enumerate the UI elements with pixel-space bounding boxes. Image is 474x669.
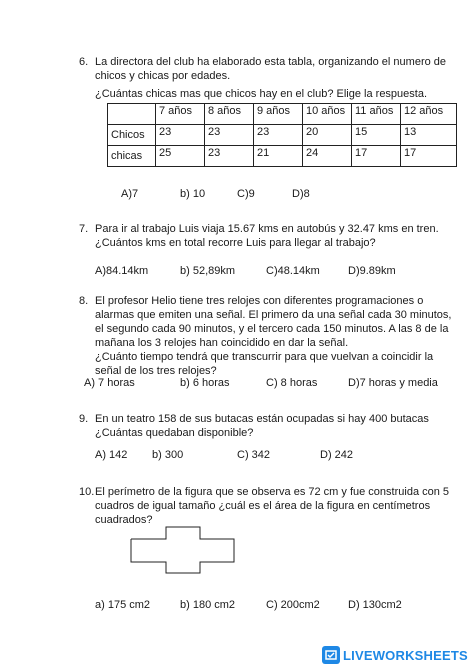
q6-text-line1: La directora del club ha elaborado esta tabla, organizando el numero de — [95, 56, 447, 68]
table-header-cell: 7 años — [156, 104, 205, 125]
q8-text-line: El profesor Helio tiene tres relojes con diferentes programaciones o — [95, 295, 424, 307]
q7-option-c[interactable]: C)48.14km — [266, 265, 320, 277]
q6-number: 6. — [79, 56, 89, 68]
q6-option-a[interactable]: A)7 — [121, 188, 139, 200]
table-cell: 23 — [254, 125, 303, 146]
table-header-cell: 11 años — [352, 104, 401, 125]
q7-option-b[interactable]: b) 52,89km — [180, 265, 236, 277]
q6-option-b[interactable]: b) 10 — [180, 188, 206, 200]
q8-option-a[interactable]: A) 7 horas — [84, 377, 135, 389]
q10-text-line: cuadros de igual tamaño ¿cuál es el área de la figura en centímetros — [95, 500, 431, 512]
table-cell: 25 — [156, 146, 205, 167]
table-header-row — [108, 104, 457, 125]
q9-number: 9. — [79, 413, 89, 425]
q9-option-a[interactable]: A) 142 — [95, 449, 128, 461]
q6-text-line2: chicos y chicas por edades. — [95, 70, 231, 82]
q6-question: ¿Cuántas chicas mas que chicos hay en el club? Elige la respuesta. — [95, 88, 428, 100]
q9-text-line1: En un teatro 158 de sus butacas están ocupadas si hay 400 butacas — [95, 413, 429, 425]
table-row-label: Chicos — [108, 125, 156, 146]
table-corner-cell — [108, 104, 156, 125]
table-cell: 21 — [254, 146, 303, 167]
table-row — [108, 125, 457, 146]
q8-option-b[interactable]: b) 6 horas — [180, 377, 230, 389]
ages-table — [107, 103, 457, 167]
q9-option-c[interactable]: C) 342 — [237, 449, 271, 461]
table-row — [108, 146, 457, 167]
q7-option-a[interactable]: A)84.14km — [95, 265, 149, 277]
q8-text-line: alarmas que emiten una señal. El primero da una señal cada 30 minutos, — [95, 309, 452, 321]
table-cell: 15 — [352, 125, 401, 146]
q9-option-b[interactable]: b) 300 — [152, 449, 184, 461]
table-cell: 17 — [352, 146, 401, 167]
q9-text-line2: ¿Cuántas quedaban disponible? — [95, 427, 254, 439]
liveworksheets-footer — [322, 645, 468, 665]
table-cell: 13 — [401, 125, 457, 146]
table-cell: 17 — [401, 146, 457, 167]
table-cell: 23 — [156, 125, 205, 146]
q8-text-line: ¿Cuánto tiempo tendrá que transcurrir para que vuelvan a coincidir la — [95, 351, 434, 363]
q10-text-line: El perímetro de la figura que se observa es 72 cm y fue construida con 5 — [95, 486, 450, 498]
q9-option-d[interactable]: D) 242 — [320, 449, 354, 461]
table-cell: 20 — [303, 125, 352, 146]
q8-option-d[interactable]: D)7 horas y media — [348, 377, 438, 389]
q8-text-line: el segundo cada 90 minutos, y el tercero cada 150 minutos. A las 8 de la — [95, 323, 449, 335]
table-header-cell: 12 años — [401, 104, 457, 125]
q8-text-line: señal de los tres relojes? — [95, 365, 217, 377]
liveworksheets-logo-icon — [322, 646, 340, 664]
q6-option-c[interactable]: C)9 — [237, 188, 255, 200]
q10-number: 10. — [79, 486, 95, 498]
q7-option-d[interactable]: D)9.89km — [348, 265, 396, 277]
q7-text-line2: ¿Cuántos kms en total recorre Luis para llegar al trabajo? — [95, 237, 376, 249]
table-cell: 23 — [205, 146, 254, 167]
table-header-cell: 8 años — [205, 104, 254, 125]
table-header-cell: 10 años — [303, 104, 352, 125]
table-cell: 24 — [303, 146, 352, 167]
cross-shape-figure — [128, 525, 238, 575]
table-header-cell: 9 años — [254, 104, 303, 125]
liveworksheets-brand: LIVEWORKSHEETS — [343, 647, 468, 663]
q10-option-c[interactable]: C) 200cm2 — [266, 599, 320, 611]
table-row-label: chicas — [108, 146, 156, 167]
q10-option-a[interactable]: a) 175 cm2 — [95, 599, 151, 611]
q8-option-c[interactable]: C) 8 horas — [266, 377, 318, 389]
q10-option-b[interactable]: b) 180 cm2 — [180, 599, 236, 611]
q10-option-d[interactable]: D) 130cm2 — [348, 599, 402, 611]
table-cell: 23 — [205, 125, 254, 146]
q6-option-d[interactable]: D)8 — [292, 188, 310, 200]
q8-text-line: mañana los 3 relojes han coincidido en dar la señal. — [95, 337, 349, 349]
q8-number: 8. — [79, 295, 89, 307]
q7-number: 7. — [79, 223, 89, 235]
q10-text-line: cuadrados? — [95, 514, 153, 526]
q7-text-line1: Para ir al trabajo Luis viaja 15.67 kms en autobús y 32.47 kms en tren. — [95, 223, 439, 235]
